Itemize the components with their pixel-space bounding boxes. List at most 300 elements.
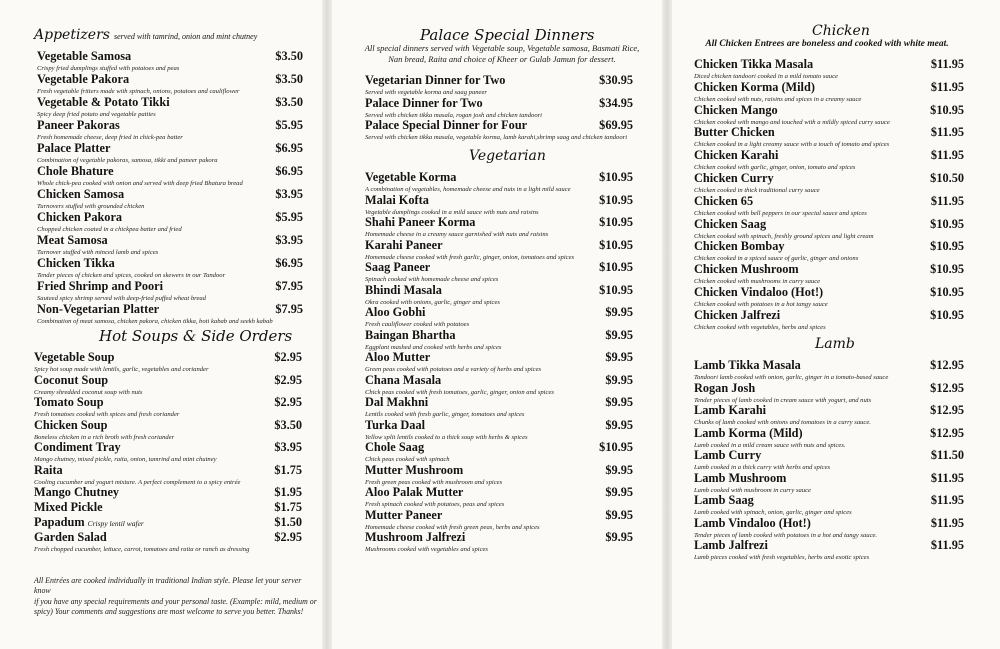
menu-item [37,93,303,116]
menu-item-name: Turka Daal [365,417,426,432]
menu-item [365,116,633,139]
menu-item-description: Chicken cooked with mango and touched with a mildly spiced curry sauce [694,118,890,126]
menu-item-description: Lamb cooked with spinach, onion, garlic, ginger and spices [694,509,852,516]
menu-item-name: Mixed Pickle [34,500,103,514]
menu-item-note: Crispy lentil wafer [87,519,144,528]
menu-item-name: Aloo Gobhi [365,305,426,319]
menu-item-label [694,260,799,278]
menu-item-row [694,55,964,73]
menu-item-row [694,491,964,509]
menu-item [37,208,303,231]
menu-item-price: $12.95 [930,403,964,417]
menu-item [694,78,964,101]
menu-item-row [694,356,964,374]
menu-item-price: $10.95 [930,307,964,322]
chicken-intro: All Chicken Entrees are boneless and cooked with white meat. [705,39,949,49]
menu-item-row [365,438,633,456]
menu-item-row [365,461,633,479]
menu-item-price: $11.95 [930,538,964,552]
menu-item-row [365,393,633,411]
menu-item-price: $6.95 [275,164,303,178]
menu-item-label [365,213,475,231]
menu-item-name: Mushroom Jalfrezi [365,530,466,544]
menu-item-name: Lamb Korma (Mild) [694,425,803,440]
menu-item-price: $10.95 [599,440,633,454]
menu-item [365,326,633,349]
menu-item-name: Chole Saag [365,440,425,454]
menu-item-row [694,260,964,278]
menu-item-description: Homemade cheese in a creamy sauce garnished with nuts and raisins [365,231,549,238]
menu-item [694,237,964,263]
menu-item-name: Lamb Karahi [694,403,767,417]
menu-item-description: Chicken cooked with potatoes in a hot tangy sauce [694,300,828,308]
menu-item-price: $9.95 [605,327,633,342]
menu-item-label [34,393,104,411]
menu-item-name: Shahi Paneer Korma [365,215,476,229]
menu-item-label [365,438,424,456]
menu-item-row [694,146,964,164]
menu-item-description: Vegetable dumplings cooked in a mild sauce with nuts and raisins [365,208,539,216]
menu-item-description: Combination of vegetable pakoras, samosa, tikki and paneer pakora [37,157,218,164]
menu-item-price: $10.95 [930,216,964,231]
menu-item-row [37,277,303,295]
menu-item-name: Mutter Paneer [365,507,443,522]
menu-item-label [694,306,780,324]
menu-item-description: Okra cooked with onions, garlic, ginger and spices [365,298,500,306]
menu-item-row [694,101,964,119]
menu-item-description: Chick peas cooked with spinach [365,456,450,463]
menu-item-name: Saag Paneer [365,260,431,274]
menu-item-price: $69.95 [599,118,633,132]
menu-item-name: Vegetable Korma [365,170,457,184]
menu-item-description: Chicken cooked with garlic, ginger, onion, tomato and spices [694,164,856,172]
menu-item [694,356,964,379]
menu-item-name: Mango Chutney [34,485,120,499]
menu-item-row [365,483,633,501]
menu-item-label [694,491,754,509]
menu-item-description: Chicken cooked with spinach, freshly ground spices and light cream [694,232,874,240]
menu-item-name: Lamb Vindaloo (Hot!) [694,515,811,530]
lamb-title: Lamb [815,336,855,352]
menu-item-label [365,258,430,276]
menu-item-label [365,416,425,434]
menu-item-description: Chicken cooked with nuts, raisins and spices in a creamy sauce [694,95,862,103]
menu-item-price: $1.95 [274,485,302,499]
menu-item-price: $1.75 [274,462,302,477]
menu-item-row [694,237,964,255]
menu-item-description: Spinach cooked with homemade cheese and spices [365,276,499,283]
menu-item-label [37,139,110,157]
menu-item-price: $1.50 [274,515,302,529]
chicken-list [694,55,964,329]
menu-item [365,303,633,326]
menu-item [37,300,303,323]
menu-item-description: Fresh spinach cooked with potatoes, peas and spices [365,501,505,508]
menu-item-name: Aloo Mutter [365,350,431,364]
menu-item-price: $12.95 [930,380,964,395]
menu-item [365,461,633,484]
menu-item-name: Lamb Tikka Masala [694,358,801,372]
menu-item-name: Butter Chicken [694,125,775,140]
menu-item [365,438,633,461]
menu-item-label [365,236,443,254]
menu-item [365,506,633,529]
menu-item-price: $10.95 [599,260,633,274]
menu-item-row [694,283,964,301]
menu-item-name: Chicken Tikka [37,256,115,270]
menu-item-price: $10.95 [599,237,633,252]
menu-item-row [365,326,633,344]
palace-title: Palace Special Dinners [420,26,595,44]
menu-item-label [365,528,465,546]
menu-item-row [37,185,303,203]
menu-item-description: Lamb pieces cooked with fresh vegetables, herbs and exotic spices [694,554,870,561]
menu-item [694,424,964,447]
menu-item-name: Baingan Bhartha [365,327,456,342]
menu-item-label [37,208,122,226]
footer-line: if you have any special requirements and your personal taste. (Example: mild, medium or [34,596,317,606]
menu-item [694,55,964,78]
menu-item [694,536,964,559]
menu-item-row [694,536,964,554]
menu-item-description: Tender pieces of lamb cooked in cream sauce with yogurt, and nuts [694,396,872,404]
menu-item-row [34,371,302,389]
menu-item-price: $12.95 [930,425,964,440]
menu-item [694,146,964,172]
palace-list [365,71,633,139]
menu-item-description: Green peas cooked with potatoes and a variety of herbs and spices [365,366,542,373]
menu-item-description: Mango chutney, mixed pickle, raita, onion, tamrind and mint chutney [34,456,217,463]
menu-item-price: $9.95 [605,507,633,522]
vegetarian-title: Vegetarian [469,148,546,164]
menu-item-price: $11.95 [930,493,964,507]
menu-item-description: Mushrooms cooked with vegetables and spices [365,546,488,553]
menu-item-price: $7.95 [275,279,303,293]
menu-item-label [694,101,778,119]
menu-item-label [365,71,505,89]
menu-item-price: $9.95 [605,395,633,409]
menu-item [365,191,633,214]
menu-item-price: $12.95 [930,358,964,372]
menu-item-description: Chicken cooked in thick traditional curry sauce [694,186,820,194]
menu-item-price: $3.95 [274,440,302,454]
menu-item-row [694,446,964,464]
menu-item [694,192,964,215]
menu-item-name: Lamb Curry [694,448,762,462]
palace-intro-line-2: Nan bread, Raita and choice of Kheer or Gulab Jamun for dessert. [388,54,616,64]
menu-item-description: Crispy fried dumplings stuffed with potatoes and peas [37,65,180,72]
menu-item-description: Eggplant mashed and cooked with herbs and spices [365,343,502,351]
menu-item-name: Non-Vegetarian Platter [37,302,160,316]
menu-item-label [37,47,131,65]
menu-item [365,528,633,551]
menu-item-description: A combination of vegetables, homemade cheese and nuts in a light mild sauce [365,186,571,193]
menu-item [37,139,303,162]
menu-item-description: Chunks of lamb cooked with onions and tomatoes in a curry sauce. [694,419,871,426]
menu-item-name: Chicken Soup [34,417,108,432]
menu-item [37,185,303,208]
menu-item-price: $9.95 [605,485,633,499]
menu-item-description: Fresh tomatoes cooked with spices and fresh coriander [34,411,180,418]
menu-item-price: $11.95 [930,515,964,530]
menu-item-label [365,371,441,389]
menu-item-row [34,393,302,411]
menu-item-description: Spicy deep fried potato and vegetable patties [37,111,156,118]
menu-item-description: Chicken cooked in a spiced sauce of garlic, ginger and onions [694,255,859,263]
menu-item-row [694,514,964,532]
menu-item-name: Chicken Curry [694,170,774,185]
menu-item-row [694,401,964,419]
menu-item-name: Chicken Mango [694,102,778,117]
menu-item-label [694,424,803,442]
menu-item-label [34,528,107,546]
soups-list [34,348,302,553]
menu-item-description: Homemade cheese cooked with fresh garlic, ginger, onion, tomatoes and spices [365,253,575,261]
menu-item-description: Fresh cauliflower cooked with potatoes [365,321,470,328]
menu-item-description: Chicken cooked with vegetables, herbs and spices [694,323,826,331]
menu-item-description: Chick peas cooked with fresh tomatoes, garlic, ginger, onion and spices [365,388,554,396]
menu-item-row [365,506,633,524]
menu-item-row [365,303,633,321]
menu-item-row [694,469,964,487]
menu-item-description: Yellow split lentils cooked to a thick soup with herbs & spices [365,433,528,441]
menu-item-label [37,277,163,295]
menu-item-description: Turnovers stuffed with grounded chicken [37,203,145,210]
menu-item-label [365,94,483,112]
menu-item-label [694,55,813,73]
palace-intro [362,43,642,65]
menu-item-name: Chicken 65 [694,193,754,208]
menu-item-name: Vegetable Pakora [37,72,130,86]
menu-item-row [37,116,303,134]
menu-item-description: Tender pieces of lamb cooked with potatoes in a hot and tangy sauce. [694,531,878,539]
menu-item-label [37,70,129,88]
menu-item-price: $10.95 [930,284,964,299]
menu-item-label [365,393,428,411]
menu-item-label [37,116,120,134]
menu-item-price: $2.95 [274,395,302,409]
menu-item-price: $9.95 [605,530,633,544]
menu-item-name: Chicken Pakora [37,210,123,224]
menu-item-description: Served with chicken tikka masala, vegetable korma, lamb karahi,shrimp saag and chicken tandoori [365,134,628,141]
menu-item-description: Chicken cooked in a light creamy sauce with a touch of tomato and spices [694,141,890,149]
footer-note [34,576,319,618]
menu-item-price: $10.95 [930,102,964,117]
menu-item-label [365,348,430,366]
menu-item-label [694,401,766,419]
menu-item [34,438,302,461]
menu-item-row [37,254,303,272]
menu-item [37,254,303,277]
menu-item-row [365,236,633,254]
menu-panel-middle [332,0,662,649]
menu-item-row [365,416,633,434]
vegetarian-list [365,168,633,551]
menu-item-name: Chicken Mushroom [694,262,799,277]
menu-item-description: Tandoori lamb cooked with onion, garlic, ginger in a tomato-based sauce [694,374,889,381]
menu-item-row [365,213,633,231]
menu-item-row [365,191,633,209]
menu-item-price: $11.95 [930,148,964,163]
menu-item-name: Coconut Soup [34,372,109,387]
menu-item-description: Combination of meat samosa, chicken pakora, chicken tikka, boti kabab and seekh kabab [37,318,273,325]
menu-item-name: Chicken Bombay [694,239,785,254]
menu-item [694,491,964,514]
menu-item-price: $9.95 [605,417,633,432]
menu-item-label [694,215,766,233]
menu-item-row [34,416,302,434]
menu-item-name: Lamb Jalfrezi [694,538,768,552]
menu-item-label [365,168,456,186]
menu-item-price: $11.95 [930,57,964,71]
menu-item [34,461,302,484]
menu-item-row [37,208,303,226]
menu-item-description: Turnover stuffed with minced lamb and spices [37,249,159,256]
menu-item-row [365,348,633,366]
menu-item-name: Chicken Vindaloo (Hot!) [694,284,824,299]
menu-item-label [34,371,108,389]
menu-item-name: Garden Salad [34,530,107,544]
menu-item-price: $9.95 [605,350,633,364]
footer-line: spicy) Your comments and suggestions are most welcome to serve you better. Thanks! [34,607,304,617]
menu-item-name: Papadum [34,515,85,529]
menu-item [34,416,302,439]
menu-item-label [694,146,778,164]
menu-item-description: Homemade cheese cooked with fresh green peas, herbs and spices [365,523,540,531]
menu-panel-right [672,0,1000,649]
menu-item-name: Chicken Jalfrezi [694,307,781,322]
menu-item [365,236,633,259]
menu-item-row [34,348,302,366]
menu-item-row [694,123,964,141]
menu-item-description: Lentils cooked with fresh garlic, ginger, tomatoes and spices [365,411,525,418]
appetizers-subtitle: served with tamrind, onion and mint chutney [113,32,258,41]
menu-item-label [37,300,159,318]
menu-item-label [694,283,823,301]
menu-item-price: $3.50 [275,72,303,86]
menu-item-row [694,192,964,210]
menu-item-name: Dal Makhni [365,395,429,409]
menu-item-price: $6.95 [275,256,303,270]
menu-item-label [694,192,753,210]
menu-item [365,94,633,117]
menu-item [694,469,964,492]
menu-item-name: Meat Samosa [37,233,108,247]
menu-item [694,446,964,469]
menu-item-name: Aloo Palak Mutter [365,485,464,499]
menu-item [37,116,303,139]
soups-title: Hot Soups & Side Orders [99,327,293,345]
menu-item-price: $10.95 [599,215,633,229]
menu-item-label [37,162,114,180]
menu-item [34,483,302,498]
menu-item-price: $3.50 [275,95,303,109]
menu-item-label [694,536,768,554]
menu-item-description: Served with vegetable korma and saag paneer [365,89,487,96]
menu-item-description: Chicken cooked with bell peppers in our special sauce and spices [694,209,867,217]
menu-item-name: Fried Shrimp and Poori [37,279,164,293]
menu-fold-left [322,0,332,649]
menu-item [365,348,633,371]
menu-item-label [694,356,801,374]
menu-item-description: Whole chick-pea cooked with onion and served with deep fried Bhatura bread [37,180,243,187]
menu-item-price: $10.95 [599,170,633,184]
menu-item-description: Lamb cooked in a thick curry with herbs and spices [694,464,831,471]
menu-item [694,283,964,306]
menu-item-label [365,506,442,524]
menu-item-description: Fresh green peas cooked with mushroom and spices [365,478,503,486]
menu-item-name: Tomato Soup [34,395,104,409]
menu-item-label [37,231,108,249]
menu-item-name: Vegetable Soup [34,350,115,364]
menu-item-description: Diced chicken tandoori cooked in a mild tomato sauce [694,73,838,80]
menu-item-label [365,281,442,299]
menu-item-label [694,123,775,141]
menu-item-row [37,139,303,157]
menu-item-label [37,254,115,272]
menu-item-label [694,237,785,255]
menu-item-description: Lamb cooked with mushroom in curry sauce [694,486,811,494]
menu-item-description: Chopped chicken coated in a chickpea batter and fried [37,226,182,233]
menu-item-row [37,47,303,65]
menu-item [365,416,633,439]
menu-item [694,260,964,286]
menu-item-name: Mutter Mushroom [365,462,464,477]
menu-item-row [365,94,633,112]
menu-item-row [365,71,633,89]
menu-item-label [694,78,815,96]
menu-item [365,281,633,304]
menu-item-price: $10.95 [930,239,964,254]
menu-item-label [365,461,463,479]
menu-item-row [37,93,303,111]
menu-item [365,71,633,94]
menu-item-row [365,371,633,389]
menu-item-description: Served with chicken tikka masala, rogan josh and chicken tandoori [365,111,543,119]
menu-item-name: Chicken Saag [694,216,767,231]
menu-item-price: $11.95 [930,125,964,140]
menu-item-row [365,116,633,134]
menu-item-name: Chicken Karahi [694,148,779,163]
menu-item-label [34,348,115,366]
menu-item-price: $10.95 [599,282,633,297]
menu-item-row [365,258,633,276]
menu-item-price: $1.75 [274,500,302,514]
menu-item-label [34,416,107,434]
menu-item-label [694,469,786,487]
menu-item-price: $9.95 [605,462,633,477]
menu-item-description: Fresh homemade cheese, deep fried in chick-pea batter [37,134,183,141]
menu-item-row [34,438,302,456]
menu-item-name: Lamb Saag [694,493,754,507]
menu-item [34,348,302,371]
menu-item-name: Palace Special Dinner for Four [365,118,528,132]
menu-item [365,483,633,506]
menu-fold-right [662,0,672,649]
menu-item [34,513,302,528]
menu-item-description: Tender pieces of chicken and spices, cooked on skewers in our Tandoor [37,272,226,279]
menu-item-label [34,461,63,479]
menu-item-price: $3.50 [274,417,302,432]
menu-item-price: $11.50 [930,448,964,462]
menu-item [694,101,964,124]
menu-item-name: Paneer Pakoras [37,118,120,132]
menu-item [694,514,964,537]
menu-item-label [37,93,170,111]
menu-item-name: Chana Masala [365,372,442,387]
menu-item-price: $34.95 [599,95,633,110]
menu-item-name: Vegetable & Potato Tikki [37,95,170,109]
